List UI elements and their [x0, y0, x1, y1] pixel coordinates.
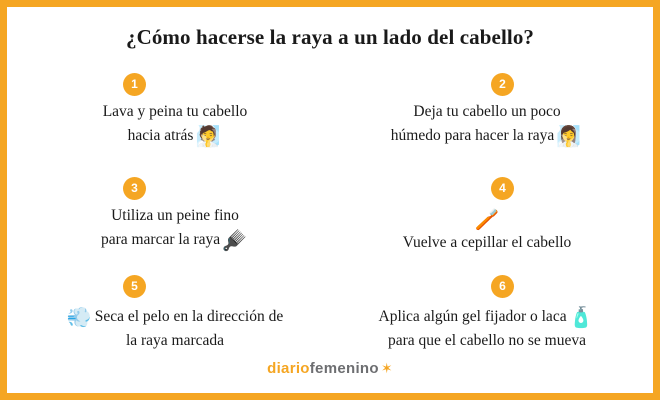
step-1-line1: Lava y peina tu cabello — [102, 103, 248, 120]
step-4-number: 4 — [491, 177, 514, 200]
step-3-number: 3 — [123, 177, 146, 200]
step-6-line1: Aplica algún gel fijador o laca — [378, 308, 567, 325]
brand-part-diario: diario — [267, 360, 310, 377]
step-6-number: 6 — [491, 275, 514, 298]
step-1-line2: hacia atrás — [127, 126, 194, 144]
step-3-line2: para marcar la raya — [100, 230, 221, 248]
step-5-number: 5 — [123, 275, 146, 298]
step-1-text — [27, 102, 323, 150]
hairspray-icon: 🧴 — [568, 305, 594, 329]
step-5-text — [27, 304, 323, 352]
step-3-text — [27, 206, 323, 254]
step-1-number: 1 — [123, 73, 146, 96]
step-5-line2: la raya marcada — [125, 332, 225, 349]
hairdryer-icon: 💨 — [66, 305, 92, 329]
brand-part-femenino: femenino — [309, 360, 379, 377]
step-2-line1: Deja tu cabello un poco — [413, 103, 561, 120]
hairbrush-icon: 🪥 — [474, 207, 500, 231]
step-4-text — [339, 206, 635, 254]
step-2-number: 2 — [491, 73, 514, 96]
comb-icon: 🪮 — [222, 227, 248, 252]
step-6 — [339, 275, 635, 352]
step-3 — [27, 177, 323, 254]
step-5-line1: Seca el pelo en la dirección de — [94, 308, 284, 325]
brand-mark-icon: ✶ — [380, 361, 393, 377]
step-6-line2: para que el cabello no se mueva — [388, 332, 586, 349]
page-title: ¿Cómo hacerse la raya a un lado del cabello? — [125, 25, 535, 49]
step-3-line1: Utiliza un peine fino — [111, 207, 239, 224]
step-4 — [339, 177, 635, 254]
woman-towel-icon: 🧖‍♀️ — [556, 123, 582, 148]
step-2 — [339, 73, 635, 150]
step-4-line1: Vuelve a cepillar el cabello — [402, 234, 572, 251]
step-2-line2: húmedo para hacer la raya — [390, 126, 555, 144]
person-hair-icon: 🧖 — [195, 123, 221, 148]
brand-logo — [7, 360, 653, 377]
step-2-text — [339, 102, 635, 150]
step-6-text — [339, 304, 635, 352]
steps-container — [21, 69, 639, 349]
step-5 — [27, 275, 323, 352]
step-1 — [27, 73, 323, 150]
